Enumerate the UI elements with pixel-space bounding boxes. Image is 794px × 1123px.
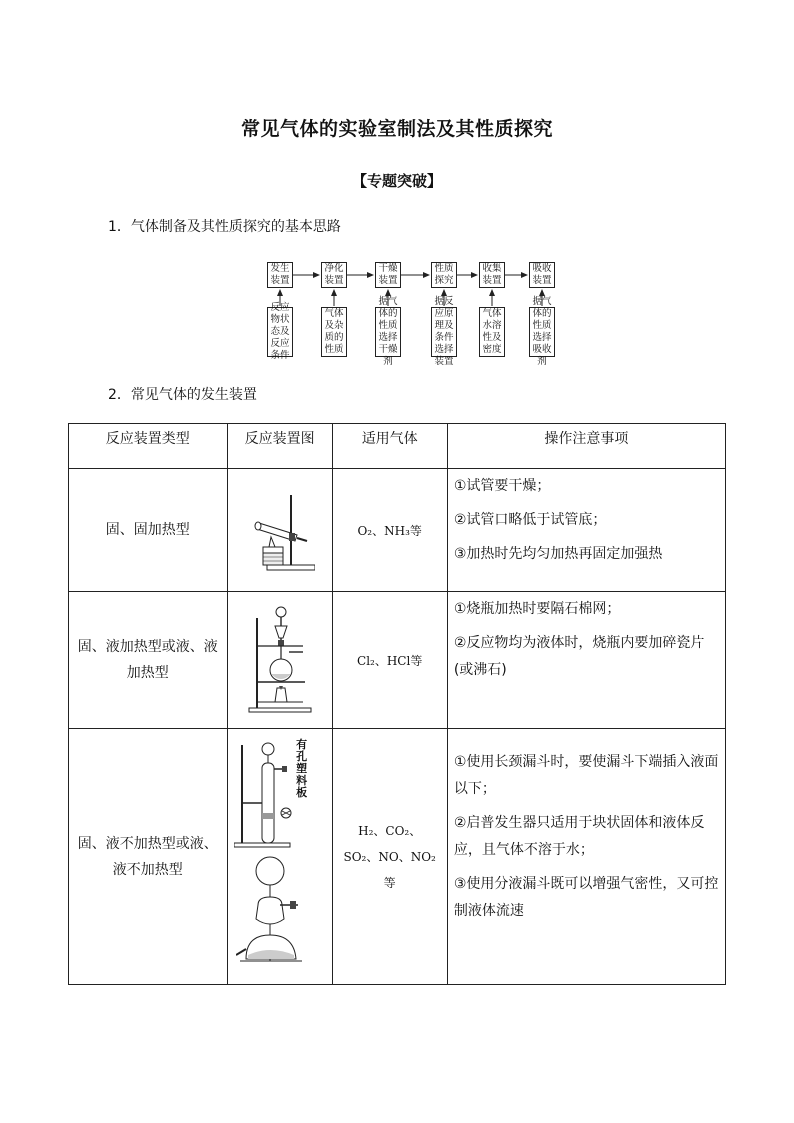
solid-solid-heating-apparatus-image: [245, 485, 315, 575]
perforated-plate-label: 有孔塑料板: [296, 737, 308, 799]
tube-with-perforated-plate-image: [234, 739, 294, 849]
section-1-heading: 1．气体制备及其性质探究的基本思路: [108, 219, 341, 235]
header-gas: 适用气体: [332, 424, 447, 469]
note-item: ②反应物均为液体时，烧瓶内要加碎瓷片(或沸石): [453, 635, 705, 678]
row2-notes: [447, 592, 725, 729]
row2-type: 固、液加热型或液、液加热型: [69, 592, 228, 729]
row1-gases: O₂、NH₃等: [332, 469, 447, 592]
flow-box-property: 性质探究: [431, 262, 457, 288]
note-item: ②启普发生器只适用于块状固体和液体反应，且气体不溶于水；: [453, 815, 705, 858]
header-diagram: 反应装置图: [227, 424, 332, 469]
row2-diagram: [227, 592, 332, 729]
section-2-heading: 2．常见气体的发生装置: [108, 387, 257, 403]
flow-box-generation: 发生装置: [267, 262, 293, 288]
flow-box-absorption: 吸收装置: [529, 262, 555, 288]
row3-gases: H₂、CO₂、SO₂、NO、NO₂等: [332, 729, 447, 985]
table-row: [69, 469, 726, 592]
note-item: ③使用分液漏斗既可以增强气密性，又可控制液体流速: [453, 876, 719, 919]
header-notes: 操作注意事项: [447, 424, 725, 469]
table-header-row: [69, 424, 726, 469]
flow-box-purification: 净化装置: [321, 262, 347, 288]
flow-box-condition-5: 气体水溶性及密度: [479, 307, 505, 357]
header-type: 反应装置类型: [69, 424, 228, 469]
solid-liquid-heating-apparatus-image: [245, 604, 315, 716]
table-row: [69, 729, 726, 985]
flow-box-condition-2: 气体及杂质的性质: [321, 307, 347, 357]
kipp-generator-image: [236, 855, 308, 975]
note-item: ②试管口略低于试管底；: [453, 512, 607, 528]
row1-diagram: [227, 469, 332, 592]
row2-gases: Cl₂、HCl等: [332, 592, 447, 729]
table-row: [69, 592, 726, 729]
flow-box-condition-3: 据气体的性质选择干燥剂: [375, 307, 401, 357]
row1-type: 固、固加热型: [69, 469, 228, 592]
row1-notes: [447, 469, 725, 592]
flow-box-drying: 干燥装置: [375, 262, 401, 288]
flow-box-collection: 收集装置: [479, 262, 505, 288]
row3-type: 固、液不加热型或液、液不加热型: [69, 729, 228, 985]
row3-diagram: [227, 729, 332, 985]
note-item: ①试管要干燥；: [453, 478, 551, 494]
flow-box-condition-4: 据反应原理及条件选择装置: [431, 307, 457, 357]
note-item: ①使用长颈漏斗时，要使漏斗下端插入液面以下；: [453, 754, 719, 797]
flow-box-condition-1: 反应物状态及反应条件: [267, 307, 293, 357]
section-heading: 【专题突破】: [351, 172, 442, 190]
apparatus-table: [68, 423, 726, 985]
note-item: ③加热时先均匀加热再固定加强热: [453, 546, 663, 562]
page-title: 常见气体的实验室制法及其性质探究: [240, 118, 553, 140]
flow-box-condition-6: 据气体的性质选择吸收剂: [529, 307, 555, 357]
row3-notes: [447, 729, 725, 985]
note-item: ①烧瓶加热时要隔石棉网；: [453, 601, 621, 617]
